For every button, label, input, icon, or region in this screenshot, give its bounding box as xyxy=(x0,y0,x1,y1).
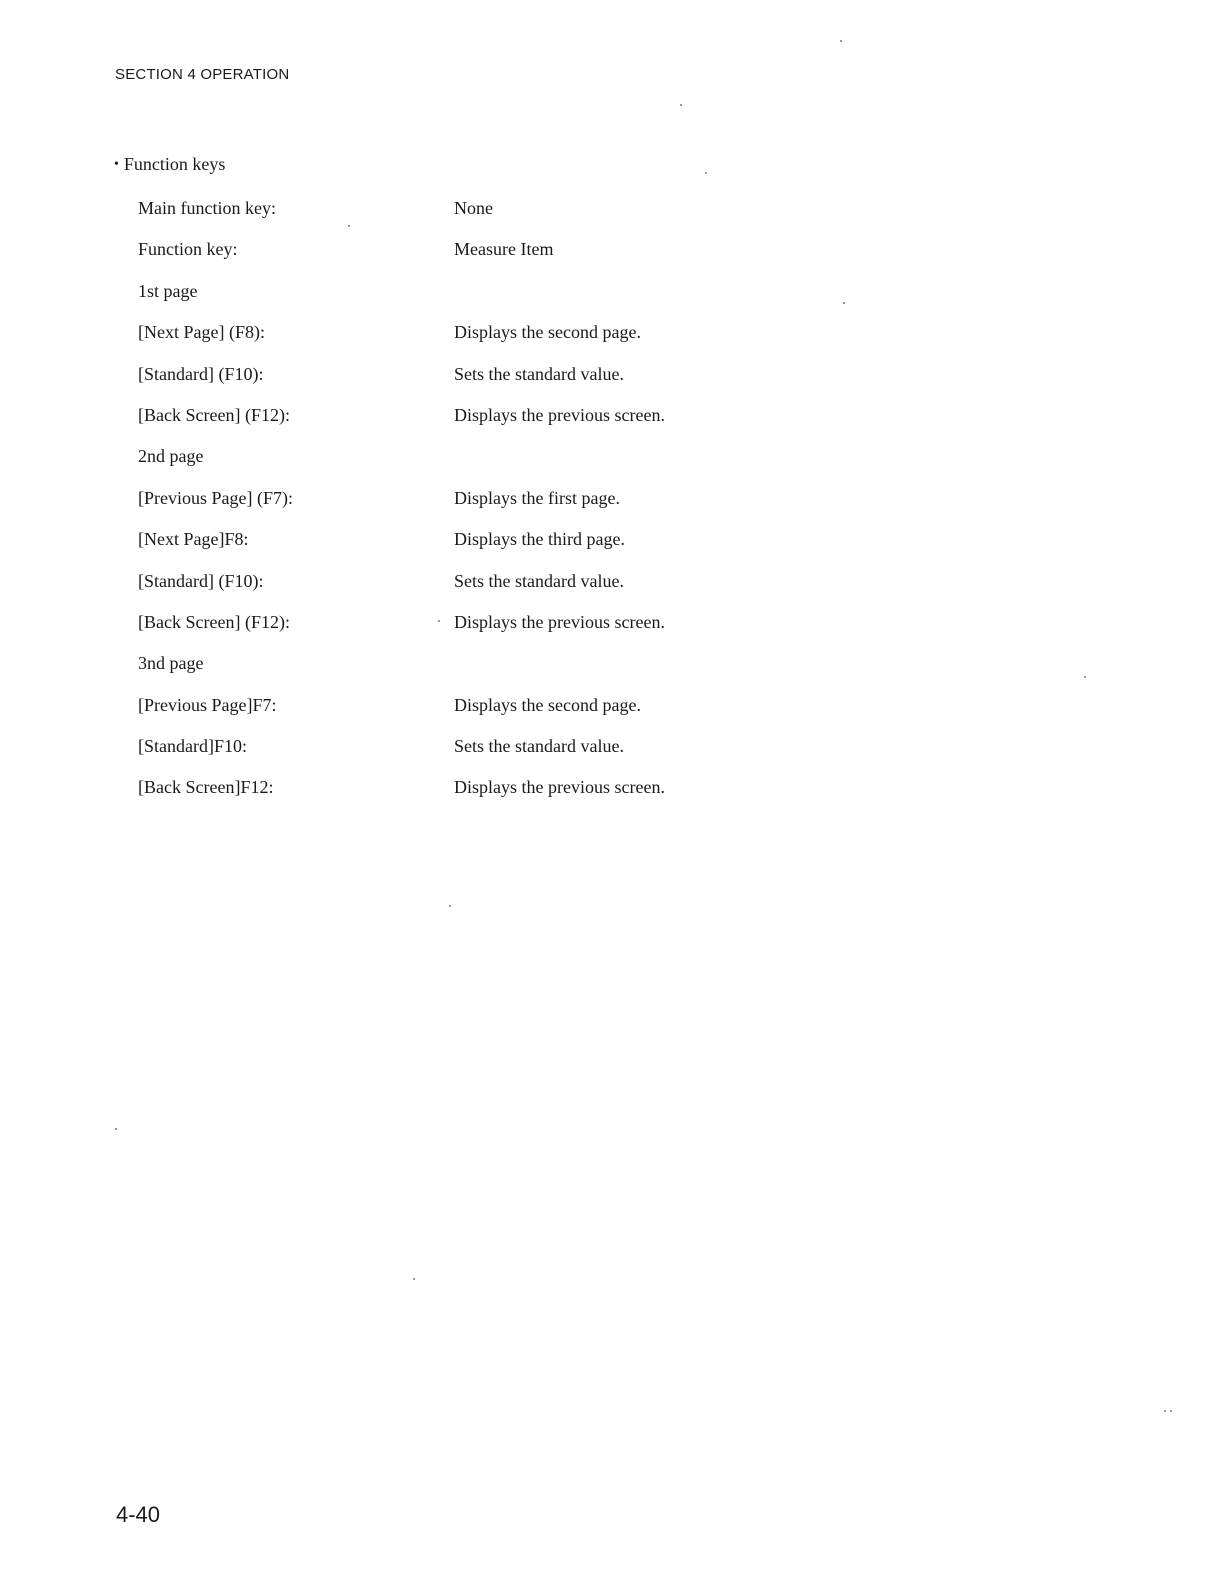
scan-speck xyxy=(1170,1410,1172,1412)
scan-speck xyxy=(449,905,451,907)
key-label: Function key: xyxy=(138,239,238,260)
heading-title: Function keys xyxy=(123,154,226,174)
key-description: Sets the standard value. xyxy=(454,570,624,591)
scan-speck xyxy=(680,104,682,106)
key-description: Sets the standard value. xyxy=(454,363,624,384)
list-item xyxy=(138,403,758,444)
list-item xyxy=(138,196,758,237)
list-item xyxy=(138,486,758,527)
scan-speck xyxy=(348,225,350,227)
key-label: Main function key: xyxy=(138,198,276,218)
page-number: 4-40 xyxy=(116,1502,161,1527)
list-item xyxy=(138,279,758,320)
key-label: [Standard]F10: xyxy=(138,736,247,757)
scan-speck xyxy=(438,620,440,622)
key-label: [Back Screen]F12: xyxy=(138,777,274,798)
scan-speck xyxy=(115,1128,117,1130)
function-keys-heading xyxy=(114,154,225,175)
key-label: [Back Screen] (F12): xyxy=(138,404,290,425)
key-description: Measure Item xyxy=(454,239,554,260)
scan-speck xyxy=(705,172,707,174)
key-label: [Previous Page] (F7): xyxy=(138,487,293,508)
list-item xyxy=(138,237,758,278)
page-subheading: 3nd page xyxy=(138,653,204,674)
list-item xyxy=(138,527,758,568)
list-item xyxy=(138,734,758,775)
function-key-list xyxy=(138,196,758,817)
list-item xyxy=(138,320,758,361)
list-item xyxy=(138,775,758,816)
key-description: Sets the standard value. xyxy=(454,736,624,757)
key-description: Displays the previous screen. xyxy=(454,777,665,798)
key-label: [Previous Page]F7: xyxy=(138,694,277,715)
key-description: None xyxy=(454,198,493,218)
scan-speck xyxy=(1164,1410,1166,1412)
key-description: Displays the first page. xyxy=(454,487,620,508)
key-description: Displays the previous screen. xyxy=(454,404,665,425)
key-description: Displays the second page. xyxy=(454,694,641,715)
key-label: [Standard] (F10): xyxy=(138,570,264,591)
list-item xyxy=(138,651,758,692)
list-item xyxy=(138,362,758,403)
page-subheading: 1st page xyxy=(138,280,198,301)
scan-speck xyxy=(1084,676,1086,678)
list-item xyxy=(138,444,758,485)
scan-speck xyxy=(840,40,842,42)
section-header: SECTION 4 OPERATION xyxy=(115,66,290,83)
key-description: Displays the previous screen. xyxy=(454,611,665,632)
key-label: [Next Page] (F8): xyxy=(138,322,265,343)
scan-speck xyxy=(413,1278,415,1280)
key-description: Displays the second page. xyxy=(454,322,641,343)
page-subheading: 2nd page xyxy=(138,446,204,467)
list-item xyxy=(138,610,758,651)
list-item xyxy=(138,569,758,610)
key-label: [Standard] (F10): xyxy=(138,363,264,384)
scan-speck xyxy=(843,302,845,304)
bullet-icon: • xyxy=(114,157,119,172)
key-description: Displays the third page. xyxy=(454,529,625,550)
key-label: [Back Screen] (F12): xyxy=(138,611,290,632)
list-item xyxy=(138,693,758,734)
key-label: [Next Page]F8: xyxy=(138,529,249,550)
